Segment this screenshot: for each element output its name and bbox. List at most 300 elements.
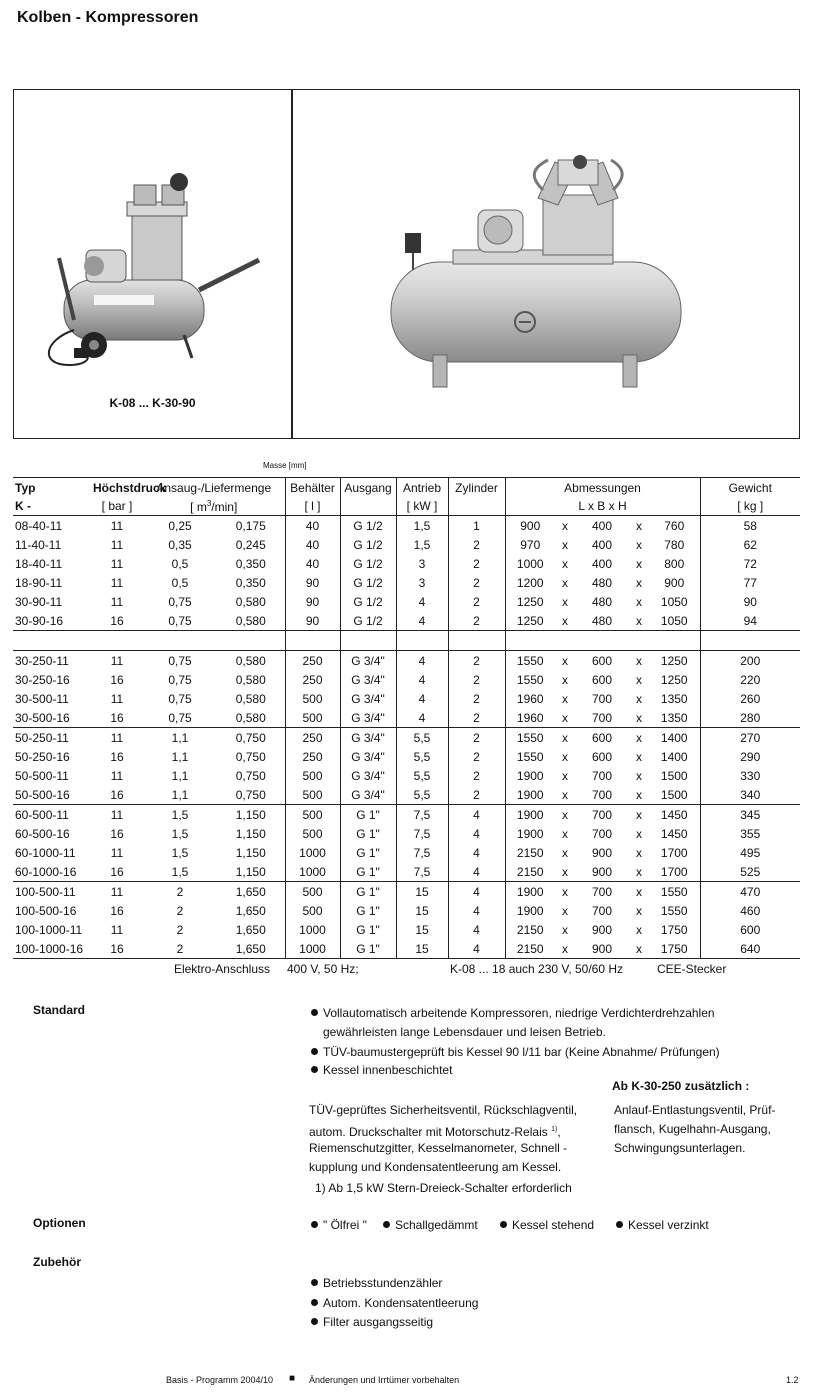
cell-zylinder: 4	[448, 805, 505, 825]
cell-zylinder: 4	[448, 882, 505, 902]
cell-laenge: 2150	[505, 843, 555, 862]
header-zylinder: Zylinder	[448, 478, 505, 498]
standard-left-2: autom. Druckschalter mit Motorschutz-Relais $^{1)}$,	[309, 1125, 561, 1139]
cell-laenge: 1900	[505, 805, 555, 825]
group-5	[13, 882, 800, 959]
standard-left-1: TÜV-geprüftes Sicherheitsventil, Rückschlagventil,	[309, 1103, 578, 1117]
bullet-icon	[311, 1221, 318, 1228]
cell-breite: 900	[591, 845, 613, 860]
cell-typ: 50-250-11	[13, 728, 91, 748]
cell-x-sign: x	[555, 805, 575, 825]
cell-x-sign: x	[562, 922, 568, 937]
cell-druck: 16	[110, 787, 124, 802]
cell-gewicht: 280	[700, 708, 800, 728]
header-ausgang: Ausgang	[340, 478, 396, 498]
cell-breite: 400	[591, 537, 613, 552]
cell-zylinder: 4	[448, 939, 505, 959]
bullet-icon	[311, 1299, 318, 1306]
cell-druck: 16	[110, 941, 124, 956]
table-row	[13, 824, 800, 843]
cell-behaelter: 500	[285, 824, 340, 843]
header-typ-sub: K -	[13, 497, 91, 516]
cell-antrieb: 4	[396, 592, 448, 611]
cell-hoehe: 1250	[660, 653, 688, 668]
cell-zylinder: 2	[448, 747, 505, 766]
table-row	[13, 611, 800, 631]
cell-behaelter: 500	[285, 689, 340, 708]
cell-liefermenge: 1,150	[235, 826, 266, 841]
cell-hoehe: 1400	[649, 728, 700, 748]
table-row	[13, 554, 800, 573]
standard-left-4: kupplung und Kondensatentleerung am Kessel.	[309, 1160, 562, 1174]
cell-hoehe: 900	[664, 575, 685, 590]
cell-breite: 600	[591, 749, 613, 764]
cell-typ: 100-500-16	[15, 903, 77, 918]
table-row	[13, 862, 800, 882]
cell-gewicht: 200	[700, 651, 800, 671]
standard-left-3: Riemenschutzgitter, Kesselmanometer, Schnell -	[309, 1141, 568, 1155]
cell-druck: 11	[110, 653, 124, 668]
cell-zylinder: 2	[448, 535, 505, 554]
small-compressor-image	[14, 90, 291, 438]
header-typ: Typ	[13, 478, 91, 498]
cell-behaelter: 1000	[285, 843, 340, 862]
large-compressor-image	[293, 90, 799, 438]
cell-liefermenge: 0,750	[235, 787, 266, 802]
cell-breite: 700	[575, 805, 629, 825]
cell-hoehe: 1750	[660, 922, 688, 937]
cell-hoehe: 1550	[660, 903, 688, 918]
cell-gewicht: 94	[700, 611, 800, 631]
cell-hoehe: 1450	[660, 826, 688, 841]
header-zylinder-unit	[448, 497, 505, 516]
cell-hoehe: 1400	[660, 749, 688, 764]
header-ansaug: Ansaug-/Liefermenge	[143, 478, 285, 498]
cell-ausgang: G 3/4"	[340, 708, 396, 728]
bullet-icon	[311, 1318, 318, 1325]
cell-ausgang: G 3/4"	[340, 728, 396, 748]
cell-ansaug: 1,1	[171, 787, 189, 802]
cell-x-sign: x	[562, 903, 568, 918]
cell-x-sign: x	[629, 882, 649, 902]
cell-zylinder: 2	[448, 728, 505, 748]
cell-behaelter: 500	[285, 708, 340, 728]
cell-antrieb: 5,5	[396, 785, 448, 805]
cell-hoehe: 1500	[660, 787, 688, 802]
bullet-icon	[311, 1066, 318, 1073]
cell-druck: 11	[110, 768, 124, 783]
cell-x-sign: x	[629, 805, 649, 825]
cell-ausgang: G 1"	[340, 939, 396, 959]
cell-antrieb: 15	[396, 939, 448, 959]
cell-zylinder: 2	[448, 766, 505, 785]
cell-zylinder: 2	[448, 785, 505, 805]
cell-ansaug: 1,1	[143, 728, 217, 748]
cell-ansaug: 1,5	[171, 864, 189, 879]
cell-x-sign: x	[629, 728, 649, 748]
cell-antrieb: 5,5	[396, 728, 448, 748]
cell-ansaug: 0,75	[168, 653, 192, 668]
cell-laenge: 1900	[505, 901, 555, 920]
elektro-k08: K-08 ... 18 auch 230 V, 50/60 Hz	[448, 959, 649, 980]
cell-breite: 700	[591, 768, 613, 783]
cell-zylinder: 1	[448, 516, 505, 536]
cell-breite: 480	[591, 575, 613, 590]
bullet-icon	[311, 1279, 318, 1286]
cell-laenge: 900	[505, 516, 555, 536]
cell-breite: 900	[591, 922, 613, 937]
standard-bullet-1-cont: gewährleisten lange Lebensdauer und leisen Betrieb.	[323, 1025, 606, 1039]
table-row	[13, 766, 800, 785]
cell-zylinder: 4	[448, 862, 505, 882]
cell-antrieb: 15	[396, 920, 448, 939]
cell-hoehe: 800	[664, 556, 685, 571]
table-row	[13, 785, 800, 805]
cell-x-sign: x	[636, 768, 642, 783]
cell-ausgang: G 1/2	[340, 554, 396, 573]
cell-gewicht: 495	[700, 843, 800, 862]
cell-liefermenge: 1,650	[235, 903, 266, 918]
footer-left: Basis - Programm 2004/10	[166, 1375, 274, 1385]
cell-zylinder: 2	[448, 573, 505, 592]
cell-behaelter: 90	[285, 611, 340, 631]
cell-druck: 11	[110, 556, 124, 571]
cell-zylinder: 2	[448, 670, 505, 689]
group-separator	[13, 631, 800, 651]
cell-behaelter: 40	[285, 554, 340, 573]
cell-x-sign: x	[636, 537, 642, 552]
cell-druck: 11	[110, 845, 124, 860]
cell-druck: 16	[110, 613, 124, 628]
cell-gewicht: 77	[700, 573, 800, 592]
cell-ausgang: G 1/2	[340, 516, 396, 536]
header-antrieb-unit: [ kW ]	[396, 497, 448, 516]
cell-x-sign: x	[562, 787, 568, 802]
cell-ausgang: G 1/2	[340, 573, 396, 592]
cell-x-sign: x	[562, 653, 568, 668]
cell-zylinder: 2	[448, 554, 505, 573]
cell-x-sign: x	[636, 922, 642, 937]
cell-typ: 100-1000-16	[15, 941, 84, 956]
cell-liefermenge: 0,175	[235, 518, 266, 533]
cell-liefermenge: 0,580	[235, 691, 266, 706]
cell-zylinder: 4	[448, 843, 505, 862]
cell-antrieb: 4	[396, 708, 448, 728]
cell-gewicht: 290	[700, 747, 800, 766]
cell-x-sign: x	[636, 941, 642, 956]
cell-laenge: 1960	[505, 689, 555, 708]
cell-hoehe: 1700	[660, 845, 688, 860]
cell-behaelter: 90	[285, 573, 340, 592]
cell-ansaug: 0,25	[168, 518, 192, 533]
cell-x-sign: x	[636, 826, 642, 841]
cell-ansaug: 1,5	[143, 805, 217, 825]
cell-druck: 11	[91, 882, 143, 902]
cell-typ: 60-500-11	[13, 805, 91, 825]
group-1	[13, 516, 800, 631]
cell-ansaug: 0,35	[168, 537, 192, 552]
cell-hoehe: 1350	[660, 710, 688, 725]
cell-x-sign: x	[636, 575, 642, 590]
cell-antrieb: 4	[396, 670, 448, 689]
cell-gewicht: 600	[700, 920, 800, 939]
group-2	[13, 651, 800, 728]
header-abmessungen-unit: L x B x H	[505, 497, 700, 516]
zubehoer-item-1: Betriebsstundenzähler	[311, 1274, 442, 1293]
cell-zylinder: 2	[448, 611, 505, 631]
cell-x-sign: x	[636, 653, 642, 668]
cell-antrieb: 5,5	[396, 766, 448, 785]
cell-x-sign: x	[636, 672, 642, 687]
cell-laenge: 1900	[505, 824, 555, 843]
cell-x-sign: x	[555, 882, 575, 902]
masse-note: Masse [mm]	[263, 461, 307, 470]
cell-x-sign: x	[636, 749, 642, 764]
cell-hoehe: 780	[664, 537, 685, 552]
cell-behaelter: 250	[285, 670, 340, 689]
cell-breite: 480	[591, 594, 613, 609]
footer-square-icon: ■	[289, 1373, 296, 1384]
cell-breite: 700	[591, 826, 613, 841]
bullet-icon	[616, 1221, 623, 1228]
cell-behaelter: 40	[285, 516, 340, 536]
cell-druck: 16	[110, 710, 124, 725]
cell-laenge: 2150	[505, 862, 555, 882]
cell-breite: 900	[591, 864, 613, 879]
cell-druck: 16	[110, 903, 124, 918]
cell-ausgang: G 3/4"	[340, 766, 396, 785]
cell-gewicht: 330	[700, 766, 800, 785]
table-row	[13, 689, 800, 708]
cell-gewicht: 72	[700, 554, 800, 573]
cell-behaelter: 1000	[285, 920, 340, 939]
cell-ausgang: G 1/2	[340, 592, 396, 611]
cell-x-sign: x	[636, 903, 642, 918]
cell-laenge: 1000	[505, 554, 555, 573]
cell-druck: 16	[110, 672, 124, 687]
optionen-label: Optionen	[33, 1216, 86, 1230]
standard-right-3: Schwingungsunterlagen.	[614, 1141, 746, 1155]
cell-liefermenge: 1,150	[235, 864, 266, 879]
cell-x-sign: x	[562, 941, 568, 956]
header-gewicht-unit: [ kg ]	[700, 497, 800, 516]
cell-hoehe: 1750	[660, 941, 688, 956]
cell-x-sign: x	[636, 787, 642, 802]
cell-hoehe: 1350	[660, 691, 688, 706]
cell-druck: 11	[110, 537, 124, 552]
cell-x-sign: x	[562, 575, 568, 590]
cell-breite: 700	[575, 882, 629, 902]
cell-typ: 60-500-16	[15, 826, 70, 841]
cell-zylinder: 2	[448, 651, 505, 671]
cell-ansaug: 0,75	[168, 594, 192, 609]
cell-druck: 11	[110, 594, 124, 609]
cell-ansaug: 1,5	[171, 845, 189, 860]
cell-typ: 60-1000-16	[15, 864, 77, 879]
standard-bullet-3: Kessel innenbeschichtet	[311, 1061, 452, 1080]
cell-liefermenge: 1,150	[217, 805, 285, 825]
header-behaelter: Behälter	[285, 478, 340, 498]
cell-ansaug: 2	[176, 941, 184, 956]
cell-antrieb: 15	[396, 901, 448, 920]
cell-laenge: 1900	[505, 882, 555, 902]
cell-ansaug: 1,1	[171, 768, 189, 783]
cell-liefermenge: 0,580	[235, 653, 266, 668]
elektro-footer	[13, 959, 800, 980]
cell-hoehe: 760	[664, 518, 685, 533]
cell-ansaug: 0,75	[168, 672, 192, 687]
cell-druck: 11	[91, 805, 143, 825]
cell-gewicht: 470	[700, 882, 800, 902]
cell-breite: 700	[591, 903, 613, 918]
cell-ansaug: 0,75	[168, 691, 192, 706]
cell-ausgang: G 3/4"	[340, 689, 396, 708]
standard-bullet-2: TÜV-baumustergeprüft bis Kessel 90 l/11 bar (Keine Abnahme/ Prüfungen)	[311, 1043, 720, 1062]
cell-ausgang: G 1/2	[340, 611, 396, 631]
cell-druck: 11	[110, 691, 124, 706]
cell-x-sign: x	[636, 864, 642, 879]
cell-antrieb: 3	[396, 554, 448, 573]
cell-behaelter: 500	[285, 805, 340, 825]
table-row	[13, 939, 800, 959]
cell-typ: 60-1000-11	[15, 845, 76, 860]
cell-typ: 50-500-11	[15, 768, 69, 783]
cell-ausgang: G 3/4"	[340, 651, 396, 671]
footer-page: 1.2	[786, 1375, 799, 1385]
cell-behaelter: 1000	[285, 862, 340, 882]
cell-behaelter: 1000	[285, 939, 340, 959]
cell-behaelter: 500	[285, 785, 340, 805]
cell-antrieb: 4	[396, 651, 448, 671]
cell-ausgang: G 1"	[340, 882, 396, 902]
cell-antrieb: 7,5	[396, 843, 448, 862]
cell-behaelter: 500	[285, 882, 340, 902]
cell-behaelter: 500	[285, 766, 340, 785]
cell-liefermenge: 1,650	[235, 922, 266, 937]
cell-x-sign: x	[636, 845, 642, 860]
cell-typ: 30-250-11	[15, 653, 69, 668]
cell-x-sign: x	[562, 518, 568, 533]
elektro-volt: 400 V, 50 Hz;	[285, 959, 448, 980]
cell-behaelter: 250	[285, 728, 340, 748]
bullet-icon	[383, 1221, 390, 1228]
cell-liefermenge: 1,650	[217, 882, 285, 902]
cell-gewicht: 220	[700, 670, 800, 689]
header-gewicht: Gewicht	[700, 478, 800, 498]
cell-laenge: 1550	[505, 747, 555, 766]
cell-breite: 400	[591, 518, 613, 533]
cell-laenge: 1900	[505, 785, 555, 805]
cell-x-sign: x	[562, 749, 568, 764]
cell-x-sign: x	[636, 518, 642, 533]
cell-breite: 480	[591, 613, 613, 628]
cell-druck: 11	[110, 575, 124, 590]
cell-typ: 100-1000-11	[15, 922, 83, 937]
option-schallgedaemmt: Schallgedämmt	[383, 1216, 478, 1235]
cell-x-sign: x	[562, 613, 568, 628]
cell-ausgang: G 1"	[340, 824, 396, 843]
cell-behaelter: 250	[285, 651, 340, 671]
table-row	[13, 882, 800, 902]
cell-ansaug: 2	[176, 903, 184, 918]
cell-x-sign: x	[562, 826, 568, 841]
table-row	[13, 573, 800, 592]
cell-hoehe: 1450	[649, 805, 700, 825]
table-row	[13, 535, 800, 554]
header-abmessungen: Abmessungen	[505, 478, 700, 498]
cell-liefermenge: 0,350	[235, 556, 266, 571]
cell-druck: 11	[110, 922, 124, 937]
cell-x-sign: x	[562, 672, 568, 687]
cell-typ: 18-40-11	[15, 556, 63, 571]
ab-k30-title: Ab K-30-250 zusätzlich :	[612, 1079, 750, 1093]
product-photo-frame	[13, 89, 800, 439]
table-row	[13, 592, 800, 611]
header-ausgang-unit	[340, 497, 396, 516]
zubehoer-item-2: Autom. Kondensatentleerung	[311, 1294, 478, 1313]
cell-druck: 11	[91, 728, 143, 748]
table-row	[13, 516, 800, 536]
cell-liefermenge: 0,750	[235, 768, 266, 783]
group-3	[13, 728, 800, 805]
cell-ansaug: 1,5	[171, 826, 189, 841]
header-druck: Höchstdruck	[91, 478, 143, 498]
cell-druck: 16	[110, 826, 124, 841]
cell-typ: 18-90-11	[15, 575, 63, 590]
cell-liefermenge: 0,580	[235, 710, 266, 725]
cell-gewicht: 355	[700, 824, 800, 843]
cell-typ: 30-500-11	[15, 691, 69, 706]
cell-laenge: 970	[505, 535, 555, 554]
cell-x-sign: x	[636, 710, 642, 725]
cell-laenge: 1960	[505, 708, 555, 728]
cell-x-sign: x	[562, 556, 568, 571]
cell-antrieb: 7,5	[396, 862, 448, 882]
cell-antrieb: 1,5	[396, 516, 448, 536]
cell-laenge: 2150	[505, 939, 555, 959]
cell-x-sign: x	[562, 864, 568, 879]
cell-breite: 600	[591, 672, 613, 687]
standard-bullet-1: Vollautomatisch arbeitende Kompressoren, niedrige Verdichterdrehzahlen	[311, 1004, 715, 1023]
table-row	[13, 747, 800, 766]
cell-x-sign: x	[636, 691, 642, 706]
cell-typ: 30-250-16	[15, 672, 70, 687]
cell-liefermenge: 1,650	[235, 941, 266, 956]
cell-typ: 30-500-16	[15, 710, 70, 725]
standard-footnote: 1) Ab 1,5 kW Stern-Dreieck-Schalter erforderlich	[315, 1181, 572, 1195]
cell-gewicht: 640	[700, 939, 800, 959]
header-druck-unit: [ bar ]	[91, 497, 143, 516]
option-kessel-stehend: Kessel stehend	[500, 1216, 594, 1235]
header-behaelter-unit: [ l ]	[285, 497, 340, 516]
standard-right-2: flansch, Kugelhahn-Ausgang,	[614, 1122, 771, 1136]
group-4	[13, 805, 800, 882]
cell-laenge: 2150	[505, 920, 555, 939]
cell-laenge: 1900	[505, 766, 555, 785]
spec-table	[13, 477, 800, 979]
cell-antrieb: 4	[396, 611, 448, 631]
cell-breite: 400	[591, 556, 613, 571]
cell-liefermenge: 0,580	[235, 672, 266, 687]
cell-breite: 700	[591, 691, 613, 706]
table-row	[13, 843, 800, 862]
cell-ansaug: 2	[143, 882, 217, 902]
cell-breite: 700	[591, 710, 613, 725]
cell-ausgang: G 1/2	[340, 535, 396, 554]
cell-x-sign: x	[562, 691, 568, 706]
table-row	[13, 670, 800, 689]
header-ansaug-unit: [ $m^3/\min$]	[143, 497, 285, 516]
